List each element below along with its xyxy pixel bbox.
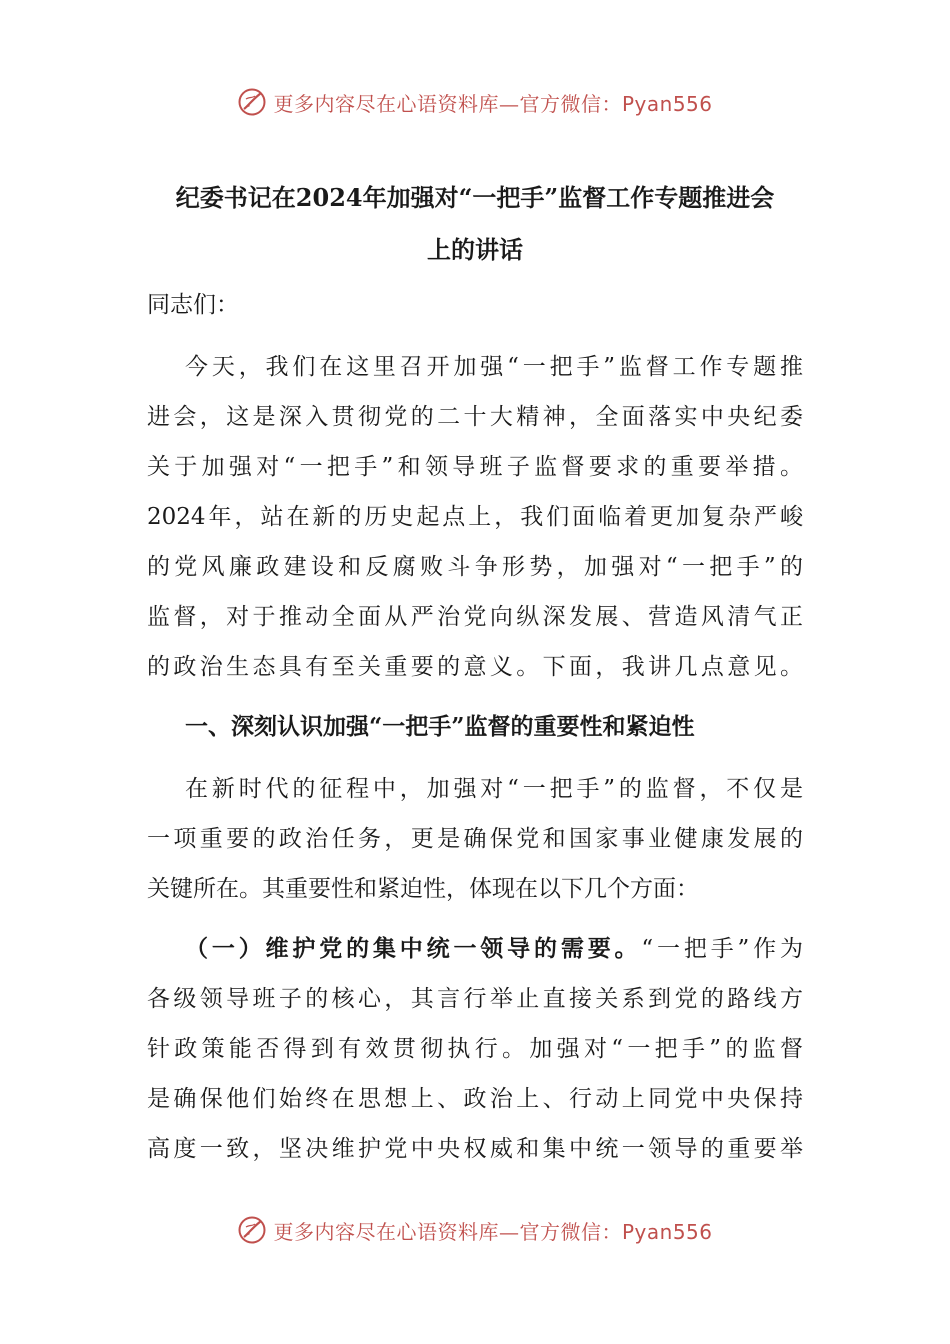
- watermark-text: 更多内容尽在心语资料库—官方微信：Pyan556: [273, 1219, 713, 1244]
- paragraph-line: 进会，这是深入贯彻党的二十大精神，全面落实中央纪委: [147, 404, 803, 430]
- paragraph-line: 各级领导班子的核心，其言行举止直接关系到党的路线方: [147, 986, 803, 1012]
- pen-logo-icon: [237, 87, 267, 117]
- paragraph-line: 在新时代的征程中，加强对“一把手”的监督，不仅是: [185, 776, 803, 802]
- paragraph-line: 2024年，站在新的历史起点上，我们面临着更加复杂严峻: [147, 504, 803, 530]
- paragraph-line: 高度一致，坚决维护党中央权威和集中统一领导的重要举: [147, 1136, 803, 1162]
- title-line-2: 上的讲话: [427, 235, 523, 264]
- paragraph-line: 今天，我们在这里召开加强“一把手”监督工作专题推: [185, 354, 803, 380]
- pen-logo-icon: [237, 1215, 267, 1245]
- paragraph-line: 关键所在。其重要性和紧迫性，体现在以下几个方面：: [147, 876, 699, 902]
- paragraph-line: 是确保他们始终在思想上、政治上、行动上同党中央保持: [147, 1086, 803, 1112]
- paragraph-line: 监督，对于推动全面从严治党向纵深发展、营造风清气正: [147, 604, 803, 630]
- paragraph-line: 关于加强对“一把手”和领导班子监督要求的重要举措。: [147, 454, 803, 480]
- watermark-banner-top: [0, 82, 950, 122]
- section-heading: 一、深刻认识加强“一把手”监督的重要性和紧迫性: [185, 713, 695, 740]
- paragraph-line: 针政策能否得到有效贯彻执行。加强对“一把手”的监督: [147, 1036, 803, 1062]
- paragraph-line: 一项重要的政治任务，更是确保党和国家事业健康发展的: [147, 826, 803, 852]
- salutation: 同志们：: [147, 292, 239, 318]
- document-title: [120, 172, 830, 276]
- subsection-text: “一把手”作为: [641, 936, 803, 962]
- paragraph-line: 的政治生态具有至关重要的意义。下面，我讲几点意见。: [147, 654, 803, 680]
- watermark-banner-bottom: [0, 1210, 950, 1250]
- subsection-heading: （一）维护党的集中统一领导的需要。: [185, 935, 642, 962]
- title-line-1: 纪委书记在2024年加强对“一把手”监督工作专题推进会: [175, 183, 775, 212]
- watermark-text: 更多内容尽在心语资料库—官方微信：Pyan556: [273, 91, 713, 116]
- subsection-first-line: [185, 924, 803, 974]
- paragraph-line: 的党风廉政建设和反腐败斗争形势，加强对“一把手”的: [147, 554, 803, 580]
